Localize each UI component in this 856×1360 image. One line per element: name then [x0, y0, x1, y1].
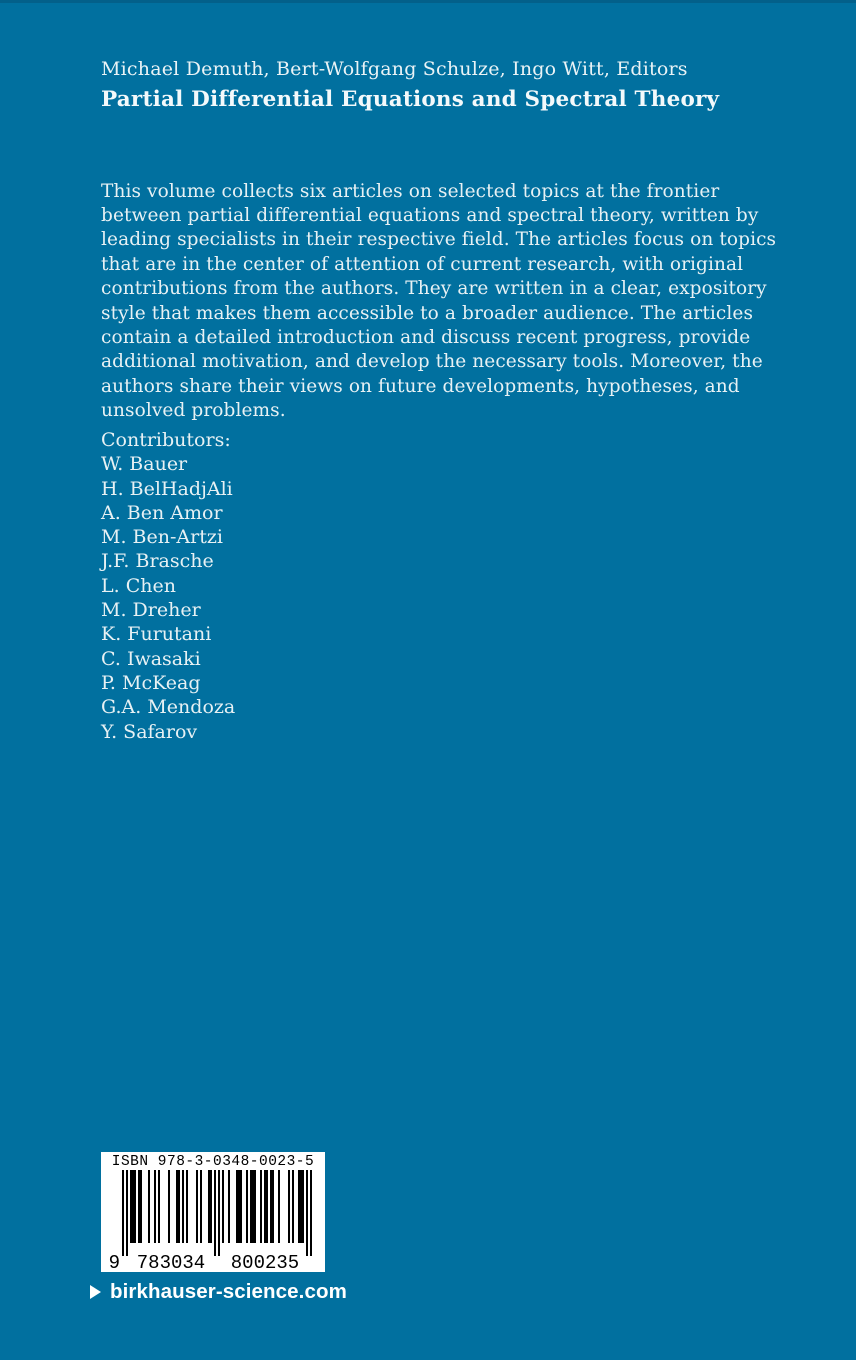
contributor-item: H. BelHadjAli [101, 477, 233, 500]
book-title: Partial Differential Equations and Spectral Theory [101, 87, 720, 112]
contributor-item: A. Ben Amor [101, 501, 223, 524]
top-edge-shade [0, 0, 856, 3]
contributor-item: K. Furutani [101, 623, 212, 646]
contributors-heading: Contributors: [101, 429, 231, 451]
barcode-digit-group1: 783034 [136, 1252, 206, 1270]
contributor-item: M. Dreher [101, 599, 201, 622]
book-description: This volume collects six articles on selected topics at the frontier between partial differential equations and spectral theory, written by leading specialists in their respective field. The articles focus on topics that are in the center of attention of current research, with original contributions from the authors. They are written in a clear, expository style that makes them accessible to a broader audience. The articles contain a detailed introduction and discuss recent progress, provide additional motivation, and develop the necessary tools. Moreover, the authors share their views on future developments, hypotheses, and unsolved problems. [101, 180, 777, 422]
contributor-item: C. Iwasaki [101, 647, 201, 670]
publisher-website: birkhauser-science.com [110, 1280, 347, 1303]
contributor-item: L. Chen [101, 574, 176, 597]
contributor-item: Y. Safarov [101, 720, 198, 743]
ean13-barcode [108, 1170, 318, 1270]
barcode-digit-first: 9 [108, 1252, 120, 1270]
contributor-item: W. Bauer [101, 453, 188, 476]
barcode-digit-group2: 800235 [230, 1252, 300, 1270]
isbn-barcode-box [101, 1152, 325, 1272]
isbn-label: ISBN 978-3-0348-0023-5 [111, 1154, 315, 1170]
contributors-section [101, 428, 235, 744]
play-arrow-icon [90, 1285, 101, 1299]
contributor-item: G.A. Mendoza [101, 696, 236, 719]
contributor-item: J.F. Brasche [101, 550, 214, 573]
publisher-footer [90, 1280, 347, 1304]
editors-line: Michael Demuth, Bert-Wolfgang Schulze, Ingo Witt, Editors [101, 58, 688, 80]
contributors-list [101, 452, 235, 744]
contributor-item: P. McKeag [101, 671, 201, 694]
contributor-item: M. Ben-Artzi [101, 526, 223, 549]
